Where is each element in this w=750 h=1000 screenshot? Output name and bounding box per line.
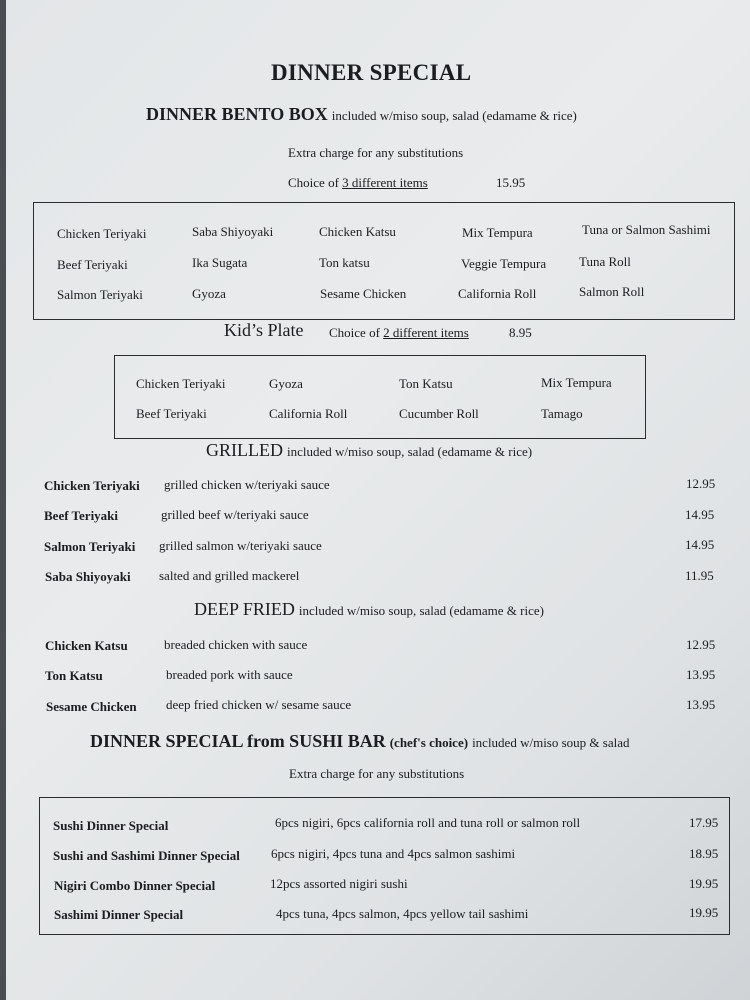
- sushi-header: [90, 731, 630, 752]
- kids-item: Ton Katsu: [399, 376, 453, 391]
- grilled-heading: GRILLED: [206, 440, 283, 460]
- sushi-note: Extra charge for any substitutions: [289, 766, 465, 781]
- bento-included: included w/miso soup, salad (edamame & rice): [331, 108, 577, 123]
- sushi-item-desc: 6pcs nigiri, 6pcs california roll and tuna roll or salmon roll: [275, 815, 581, 830]
- bento-item: Tuna or Salmon Sashimi: [582, 222, 711, 237]
- sushi-item-name: Sashimi Dinner Special: [54, 907, 184, 922]
- kids-items-box: [114, 355, 646, 439]
- bento-item: Mix Tempura: [462, 225, 533, 240]
- bento-item: California Roll: [458, 286, 537, 301]
- sushi-included: included w/miso soup & salad: [472, 735, 630, 750]
- bento-choice-count: 3 different items: [342, 175, 428, 190]
- sushi-item-desc: 6pcs nigiri, 4pcs tuna and 4pcs salmon sashimi: [271, 846, 516, 861]
- kids-item: California Roll: [269, 406, 348, 421]
- bento-item: Ika Sugata: [192, 255, 248, 270]
- fried-item-price: 12.95: [686, 637, 716, 652]
- bento-item: Chicken Katsu: [319, 224, 396, 239]
- bento-item: Tuna Roll: [579, 254, 631, 269]
- sushi-chef-choice: (chef's choice): [389, 735, 469, 750]
- bento-item: Sesame Chicken: [320, 286, 407, 301]
- kids-item: Gyoza: [269, 376, 303, 391]
- fried-header: [194, 599, 544, 620]
- bento-choice-prefix: Choice of: [288, 175, 343, 190]
- kids-item: Mix Tempura: [541, 375, 612, 390]
- sushi-item-desc: 4pcs tuna, 4pcs salmon, 4pcs yellow tail sashimi: [276, 906, 529, 921]
- kids-item: Tamago: [541, 406, 583, 421]
- bento-note: Extra charge for any substitutions: [288, 145, 464, 160]
- kids-item: Cucumber Roll: [399, 406, 479, 421]
- fried-item-name: Ton Katsu: [45, 668, 103, 683]
- bento-heading: DINNER BENTO BOX: [146, 104, 328, 124]
- grilled-included: included w/miso soup, salad (edamame & rice): [286, 444, 533, 459]
- grilled-item-price: 11.95: [685, 568, 714, 583]
- sushi-item-name: Sushi and Sashimi Dinner Special: [53, 848, 240, 863]
- bento-item: Saba Shiyoyaki: [192, 224, 274, 239]
- grilled-item-name: Saba Shiyoyaki: [45, 569, 131, 584]
- bento-item: Veggie Tempura: [461, 256, 547, 271]
- sushi-item-name: Sushi Dinner Special: [53, 818, 169, 833]
- fried-item-desc: breaded pork with sauce: [166, 667, 293, 682]
- kids-item: Chicken Teriyaki: [136, 376, 226, 391]
- bento-item: Beef Teriyaki: [57, 257, 128, 272]
- menu-title: DINNER SPECIAL: [271, 60, 472, 85]
- grilled-item-price: 14.95: [685, 507, 715, 522]
- sushi-item-price: 19.95: [689, 905, 719, 920]
- bento-price: 15.95: [496, 175, 526, 190]
- fried-item-price: 13.95: [686, 667, 716, 682]
- bento-item: Salmon Teriyaki: [57, 287, 143, 302]
- sushi-item-price: 19.95: [689, 876, 719, 891]
- grilled-item-desc: grilled salmon w/teriyaki sauce: [159, 538, 322, 553]
- grilled-header: [206, 440, 532, 461]
- grilled-item-name: Salmon Teriyaki: [44, 539, 136, 554]
- fried-item-desc: deep fried chicken w/ sesame sauce: [166, 697, 352, 712]
- kids-item: Beef Teriyaki: [136, 406, 207, 421]
- fried-item-price: 13.95: [686, 697, 716, 712]
- grilled-item-desc: salted and grilled mackerel: [159, 568, 300, 583]
- kids-heading: Kid’s Plate: [224, 320, 304, 340]
- bento-item: Gyoza: [192, 286, 226, 301]
- kids-price: 8.95: [509, 325, 532, 340]
- bento-item: Chicken Teriyaki: [57, 226, 147, 241]
- kids-choice-count: 2 different items: [383, 325, 469, 340]
- sushi-heading: DINNER SPECIAL from SUSHI BAR: [90, 731, 386, 751]
- kids-choice: [329, 325, 469, 341]
- bento-choice: [288, 175, 428, 191]
- sushi-item-price: 17.95: [689, 815, 719, 830]
- grilled-item-name: Beef Teriyaki: [44, 508, 119, 523]
- fried-heading: DEEP FRIED: [194, 599, 295, 619]
- grilled-item-name: Chicken Teriyaki: [44, 478, 140, 493]
- bento-header: [146, 104, 577, 125]
- fried-item-desc: breaded chicken with sauce: [164, 637, 308, 652]
- grilled-item-desc: grilled chicken w/teriyaki sauce: [164, 477, 330, 492]
- kids-choice-prefix: Choice of: [329, 325, 384, 340]
- fried-item-name: Sesame Chicken: [46, 699, 137, 714]
- grilled-item-price: 12.95: [686, 476, 716, 491]
- menu-sheet: [6, 0, 750, 1000]
- fried-included: included w/miso soup, salad (edamame & rice): [298, 603, 544, 618]
- fried-item-name: Chicken Katsu: [45, 638, 128, 653]
- sushi-item-name: Nigiri Combo Dinner Special: [54, 878, 216, 893]
- sushi-item-price: 18.95: [689, 846, 719, 861]
- bento-item: Salmon Roll: [579, 284, 645, 299]
- grilled-item-desc: grilled beef w/teriyaki sauce: [161, 507, 309, 522]
- sushi-item-desc: 12pcs assorted nigiri sushi: [270, 876, 408, 891]
- grilled-item-price: 14.95: [685, 537, 715, 552]
- bento-item: Ton katsu: [319, 255, 370, 270]
